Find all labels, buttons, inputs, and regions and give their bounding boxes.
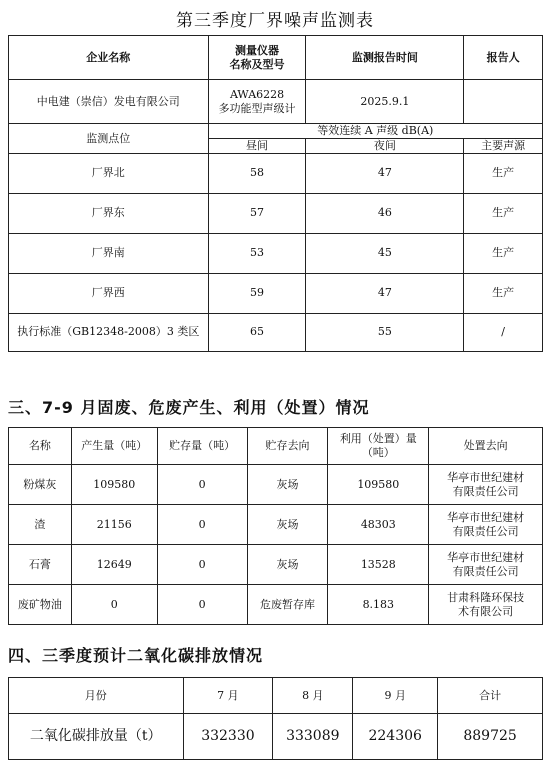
point-name: 厂界北 [9,153,209,193]
header-disposal-dest: 处置去向 [429,428,543,465]
source-value: 生产 [464,273,543,313]
waste-utilized: 13528 [328,545,429,585]
waste-storage-dest: 灰场 [247,545,328,585]
noise-monitoring-table [8,35,543,352]
point-name: 厂界南 [9,233,209,273]
waste-stored: 0 [157,585,247,625]
instrument-name: AWA6228 多功能型声级计 [208,80,306,124]
waste-name: 粉煤灰 [9,465,72,505]
header-month: 月份 [9,678,184,714]
table-row [9,545,543,585]
table-row [9,233,543,273]
header-sep: 9 月 [353,678,438,714]
waste-disposal-dest: 华亭市世纪建材 有限责任公司 [429,505,543,545]
point-name: 厂界东 [9,193,209,233]
table-row [9,193,543,233]
waste-name: 废矿物油 [9,585,72,625]
co2-label: 二氧化碳排放量（t） [9,714,184,760]
standard-label: 执行标准（GB12348-2008）3 类区 [9,313,209,351]
waste-produced: 12649 [71,545,157,585]
table-row [9,505,543,545]
header-instrument: 测量仪器 名称及型号 [208,36,306,80]
standard-source: / [464,313,543,351]
header-report-time: 监测报告时间 [306,36,464,80]
day-value: 57 [208,193,306,233]
day-value: 58 [208,153,306,193]
source-label: 主要声源 [464,138,543,153]
table-row [9,714,543,760]
day-value: 59 [208,273,306,313]
co2-table [8,677,543,760]
waste-storage-dest: 灰场 [247,505,328,545]
waste-produced: 21156 [71,505,157,545]
waste-table [8,427,543,625]
waste-name: 渣 [9,505,72,545]
page-title: 第三季度厂界噪声监测表 [176,11,374,31]
section3-title: 三、7-9 月固废、危废产生、利用（处置）情况 [8,398,370,417]
standard-night: 55 [306,313,464,351]
waste-utilized: 8.183 [328,585,429,625]
point-name: 厂界西 [9,273,209,313]
waste-disposal-dest: 甘肃科隆环保技 术有限公司 [429,585,543,625]
waste-produced: 109580 [71,465,157,505]
table-row [9,273,543,313]
waste-stored: 0 [157,505,247,545]
standard-day: 65 [208,313,306,351]
section4-title: 四、三季度预计二氧化碳排放情况 [8,646,264,665]
night-value: 46 [306,193,464,233]
day-value: 53 [208,233,306,273]
co2-sep: 224306 [353,714,438,760]
header-total: 合计 [438,678,543,714]
waste-stored: 0 [157,545,247,585]
waste-stored: 0 [157,465,247,505]
night-value: 47 [306,273,464,313]
waste-utilized: 48303 [328,505,429,545]
table-row [9,465,543,505]
header-jul: 7 月 [183,678,273,714]
header-storage-dest: 贮存去向 [247,428,328,465]
table-row [9,585,543,625]
co2-aug: 333089 [273,714,353,760]
standard-row [9,313,543,351]
co2-total: 889725 [438,714,543,760]
waste-storage-dest: 危废暂存库 [247,585,328,625]
night-label: 夜间 [306,138,464,153]
header-aug: 8 月 [273,678,353,714]
night-value: 47 [306,153,464,193]
night-value: 45 [306,233,464,273]
waste-produced: 0 [71,585,157,625]
header-reporter: 报告人 [464,36,543,80]
source-value: 生产 [464,233,543,273]
header-name: 名称 [9,428,72,465]
day-label: 昼间 [208,138,306,153]
header-produced: 产生量（吨） [71,428,157,465]
header-stored: 贮存量（吨） [157,428,247,465]
table-row [9,153,543,193]
waste-utilized: 109580 [328,465,429,505]
level-label: 等效连续 A 声级 dB(A) [208,124,542,139]
waste-storage-dest: 灰场 [247,465,328,505]
source-value: 生产 [464,193,543,233]
header-utilized: 利用（处置）量 （吨） [328,428,429,465]
report-time: 2025.9.1 [306,80,464,124]
waste-name: 石膏 [9,545,72,585]
waste-disposal-dest: 华亭市世纪建材 有限责任公司 [429,465,543,505]
reporter [464,80,543,124]
source-value: 生产 [464,153,543,193]
co2-jul: 332330 [183,714,273,760]
header-company: 企业名称 [9,36,209,80]
waste-disposal-dest: 华亭市世纪建材 有限责任公司 [429,545,543,585]
company-name: 中电建（崇信）发电有限公司 [9,80,209,124]
point-label: 监测点位 [9,124,209,154]
